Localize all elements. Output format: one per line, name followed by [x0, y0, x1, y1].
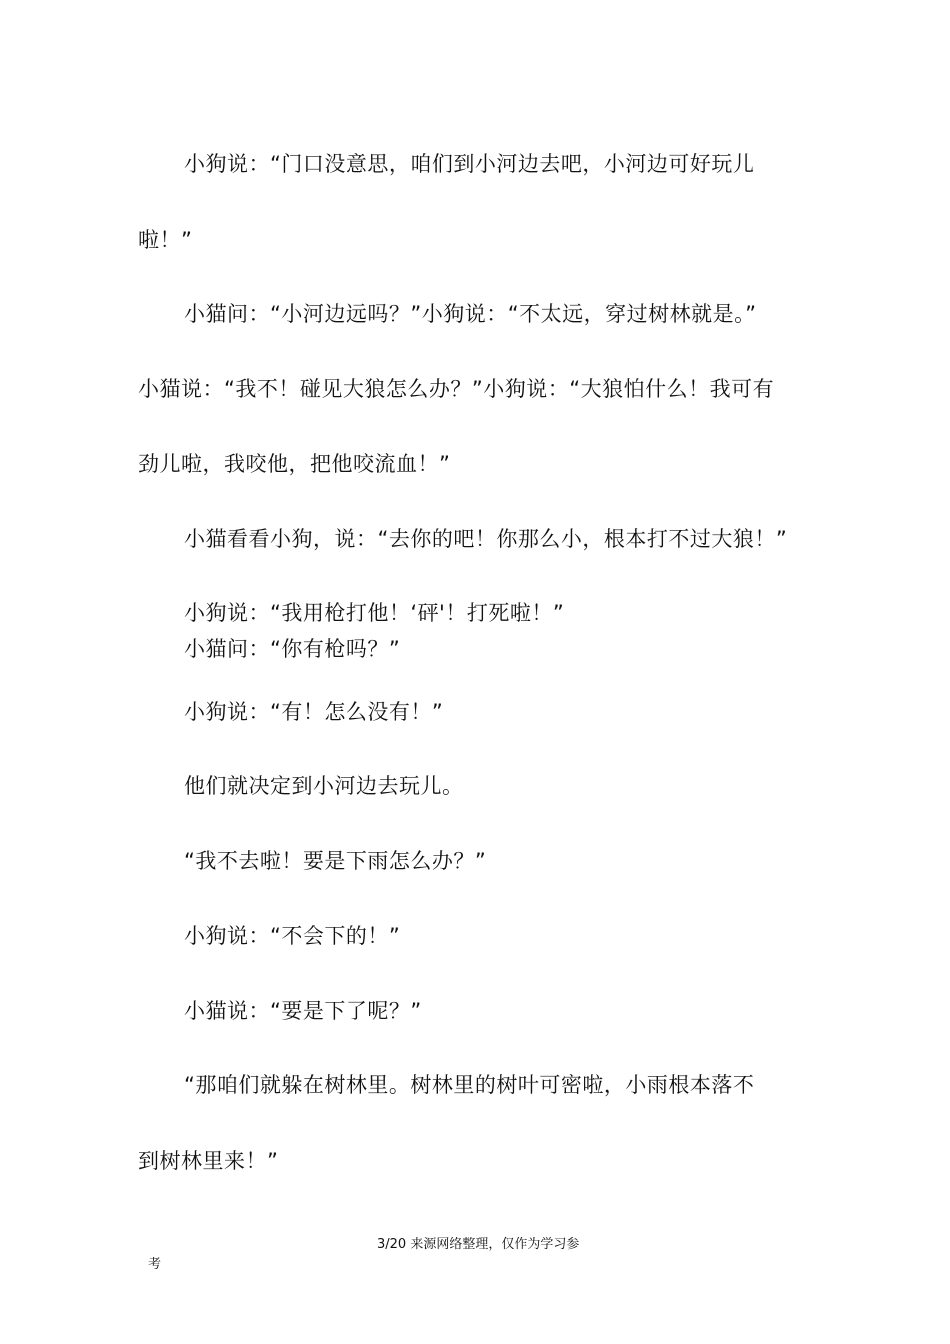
page-footer: 3/20 来源网络整理，仅作为学习参 [377, 1237, 580, 1252]
text-line-4: 小猫说：“我不！碰见大狼怎么办？”小狗说：“大狼怕什么！我可有 [138, 377, 775, 401]
text-line-6: 小猫看看小狗，说：“去你的吧！你那么小，根本打不过大狼！” [184, 527, 788, 551]
text-line-14: “那咱们就躲在树林里。树林里的树叶可密啦，小雨根本落不 [184, 1073, 755, 1097]
text-line-7: 小狗说：“我用枪打他！‘砰'！打死啦！” [184, 601, 565, 625]
text-line-10: 他们就决定到小河边去玩儿。 [184, 774, 464, 798]
text-line-9: 小狗说：“有！怎么没有！” [184, 700, 444, 724]
page-footer-continuation: 考 [148, 1257, 162, 1272]
text-line-8: 小猫问：“你有枪吗？” [184, 637, 401, 661]
text-line-5: 劲儿啦，我咬他，把他咬流血！” [138, 452, 451, 476]
text-line-3: 小猫问：“小河边远吗？”小狗说：“不太远，穿过树林就是。” [184, 302, 757, 326]
text-line-15: 到树林里来！” [138, 1149, 279, 1173]
text-line-11: “我不去啦！要是下雨怎么办？” [184, 849, 487, 873]
text-line-1: 小狗说：“门口没意思，咱们到小河边去吧，小河边可好玩儿 [184, 152, 755, 176]
text-line-2: 啦！” [138, 228, 193, 252]
text-line-13: 小猫说：“要是下了呢？” [184, 999, 422, 1023]
text-line-12: 小狗说：“不会下的！” [184, 924, 401, 948]
